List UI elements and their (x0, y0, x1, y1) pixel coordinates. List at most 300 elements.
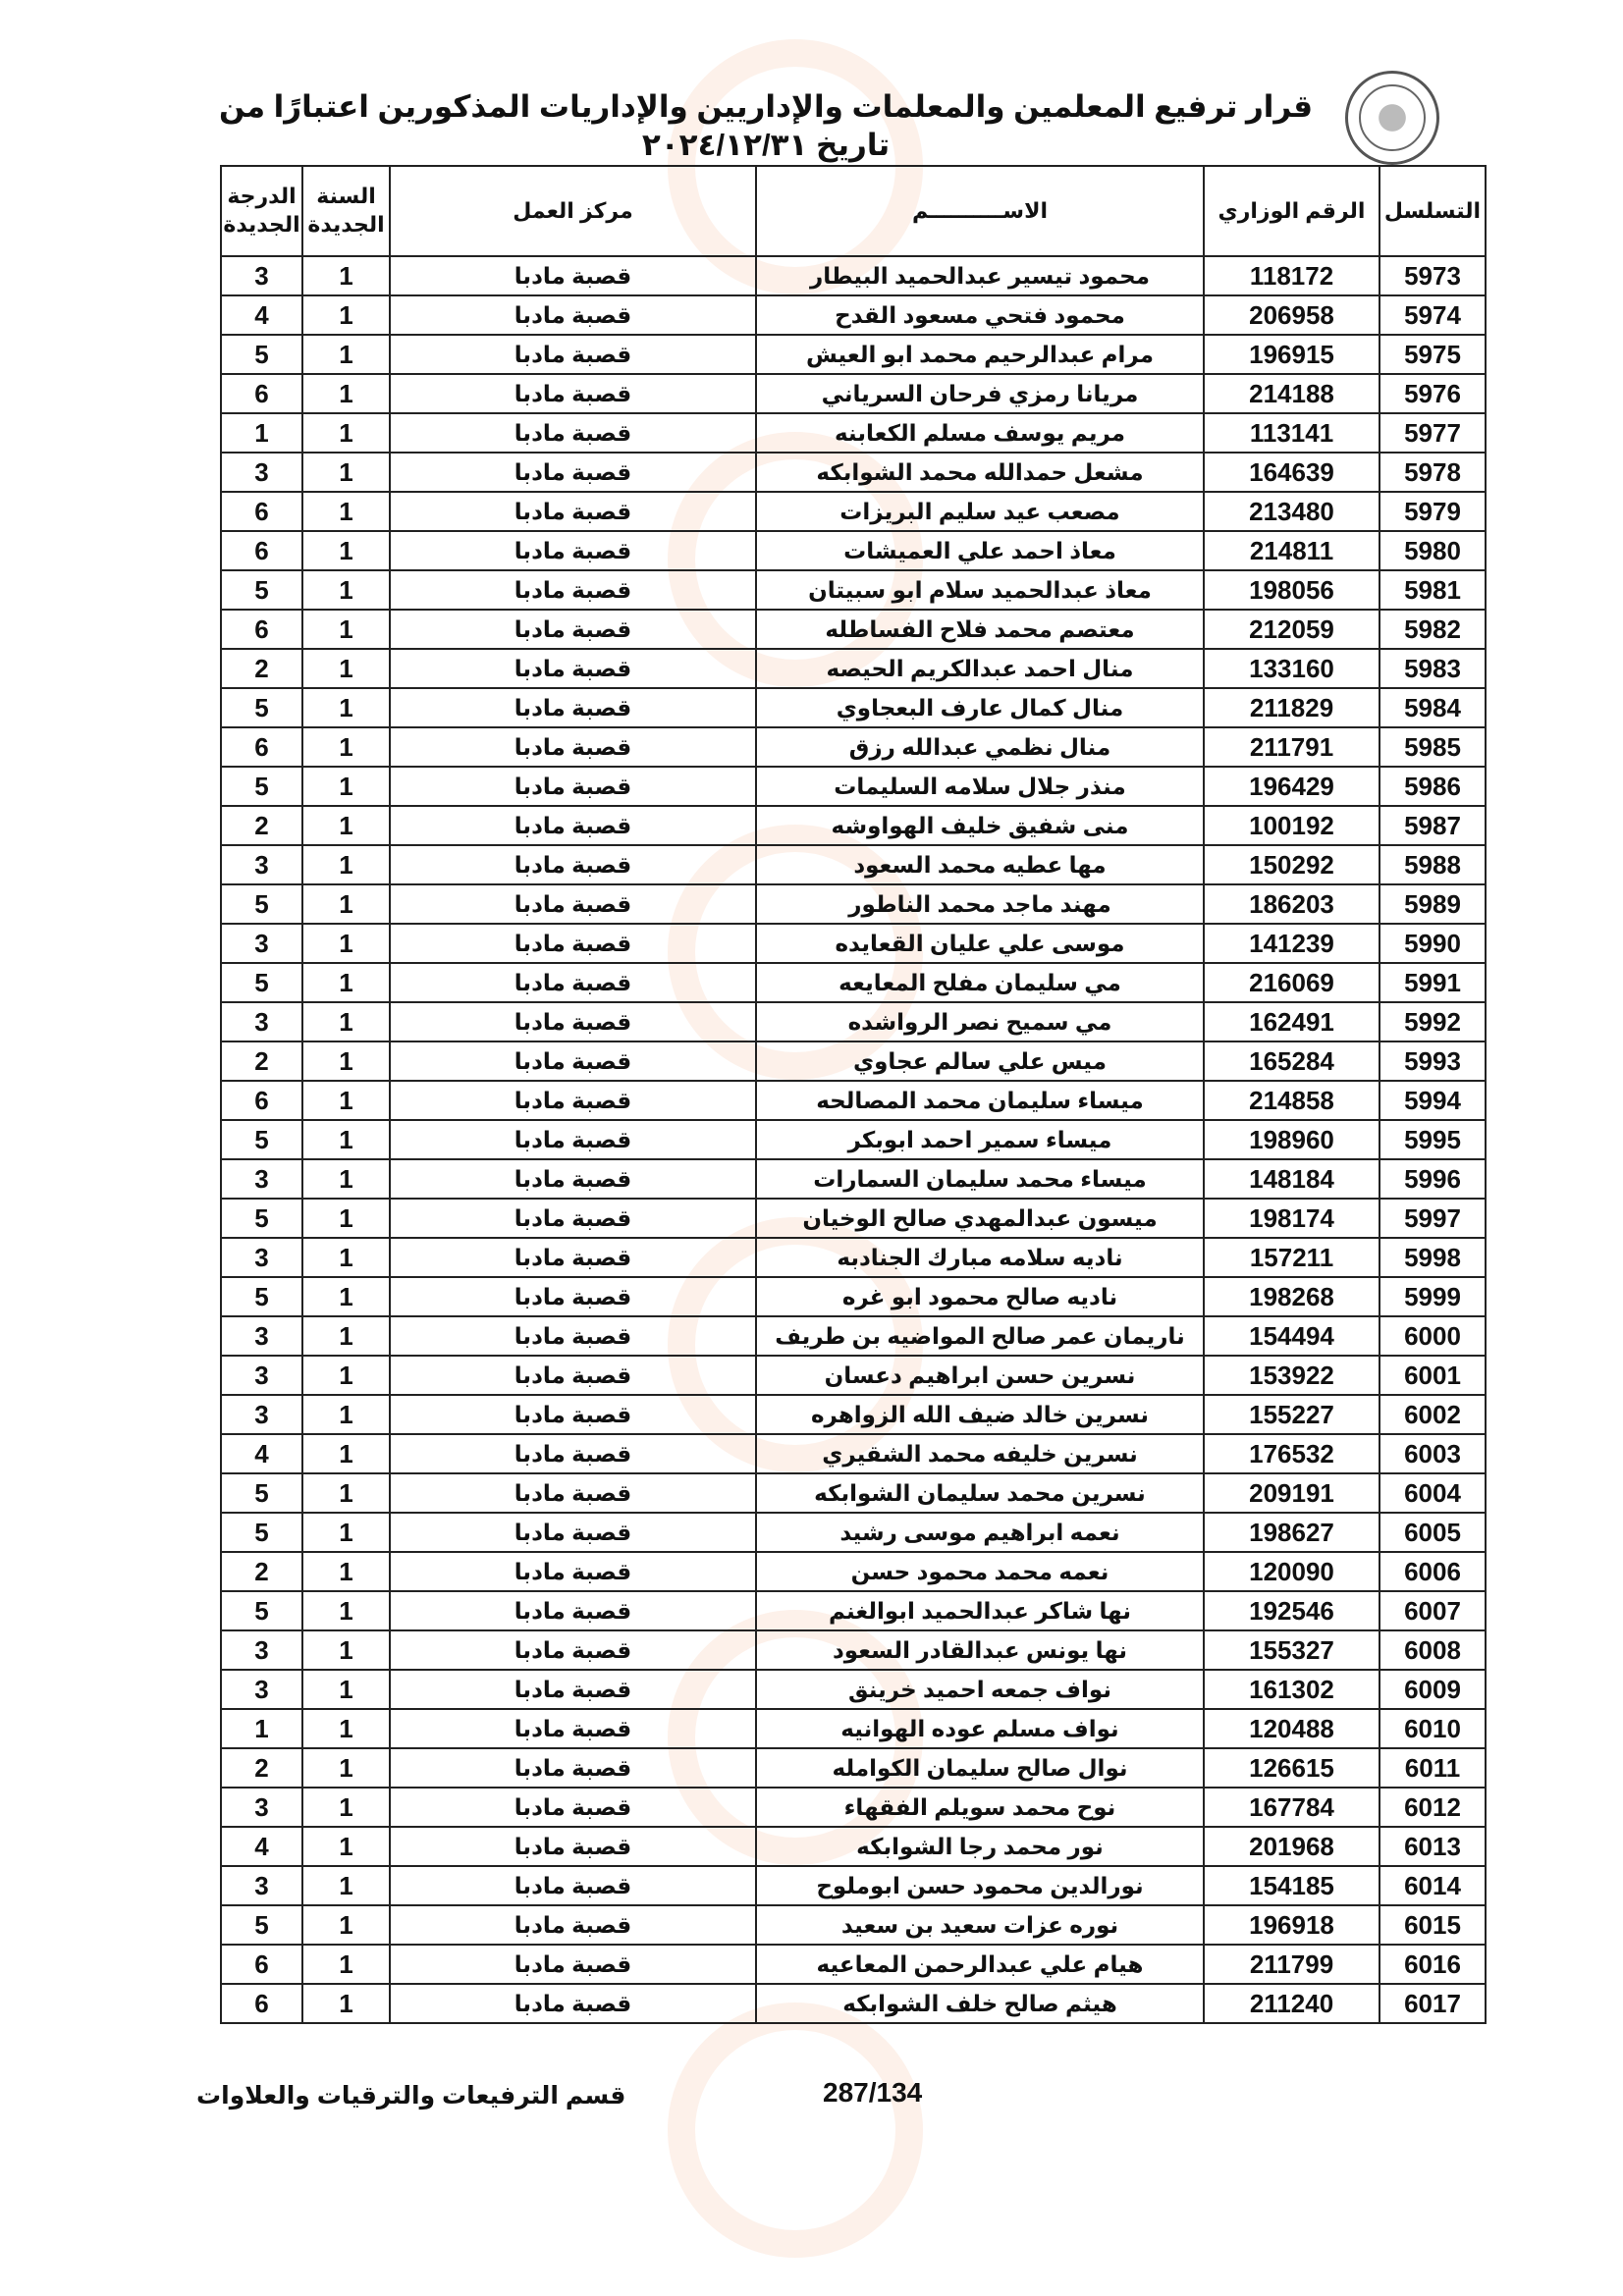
cell-work-center: قصبة مادبا (390, 1827, 756, 1866)
cell-serial: 5986 (1380, 767, 1486, 806)
cell-name: نعمه محمد محمود حسن (756, 1552, 1204, 1591)
cell-work-center: قصبة مادبا (390, 531, 756, 570)
cell-serial: 5981 (1380, 570, 1486, 610)
cell-ministry-number: 209191 (1204, 1473, 1380, 1513)
cell-name: نسرين حسن ابراهيم دعسان (756, 1356, 1204, 1395)
cell-ministry-number: 198627 (1204, 1513, 1380, 1552)
cell-name: هيام علي عبدالرحمن المعاعيه (756, 1945, 1204, 1984)
cell-new-grade: 4 (221, 295, 302, 335)
cell-ministry-number: 148184 (1204, 1159, 1380, 1199)
table-row (221, 1748, 1486, 1788)
cell-new-grade: 3 (221, 1866, 302, 1905)
cell-new-year: 1 (302, 767, 390, 806)
cell-ministry-number: 153922 (1204, 1356, 1380, 1395)
cell-new-year: 1 (302, 1552, 390, 1591)
cell-work-center: قصبة مادبا (390, 1866, 756, 1905)
table-row (221, 924, 1486, 963)
cell-new-grade: 3 (221, 256, 302, 295)
cell-name: منال نظمي عبدالله رزق (756, 727, 1204, 767)
cell-work-center: قصبة مادبا (390, 1513, 756, 1552)
cell-name: نسرين محمد سليمان الشوابكه (756, 1473, 1204, 1513)
cell-ministry-number: 176532 (1204, 1434, 1380, 1473)
cell-serial: 5997 (1380, 1199, 1486, 1238)
cell-new-year: 1 (302, 1277, 390, 1316)
cell-serial: 5974 (1380, 295, 1486, 335)
cell-ministry-number: 167784 (1204, 1788, 1380, 1827)
cell-new-grade: 6 (221, 1945, 302, 1984)
cell-work-center: قصبة مادبا (390, 1591, 756, 1630)
cell-new-grade: 4 (221, 1434, 302, 1473)
cell-serial: 5978 (1380, 453, 1486, 492)
cell-ministry-number: 214188 (1204, 374, 1380, 413)
cell-new-grade: 3 (221, 1356, 302, 1395)
cell-new-year: 1 (302, 335, 390, 374)
table-row (221, 1002, 1486, 1041)
cell-name: نواف جمعه احميد خرينق (756, 1670, 1204, 1709)
cell-ministry-number: 157211 (1204, 1238, 1380, 1277)
cell-ministry-number: 196918 (1204, 1905, 1380, 1945)
cell-new-grade: 3 (221, 1395, 302, 1434)
cell-new-year: 1 (302, 1316, 390, 1356)
table-row (221, 1905, 1486, 1945)
cell-new-grade: 2 (221, 1552, 302, 1591)
cell-work-center: قصبة مادبا (390, 492, 756, 531)
cell-new-year: 1 (302, 1473, 390, 1513)
cell-name: محمود تيسير عبدالحميد البيطار (756, 256, 1204, 295)
cell-ministry-number: 165284 (1204, 1041, 1380, 1081)
cell-new-grade: 3 (221, 1238, 302, 1277)
cell-name: نسرين خالد ضيف الله الزواهره (756, 1395, 1204, 1434)
cell-name: منى شفيق خليف الهواوشه (756, 806, 1204, 845)
table-row (221, 610, 1486, 649)
cell-work-center: قصبة مادبا (390, 1434, 756, 1473)
cell-name: نور محمد رجا الشوابكه (756, 1827, 1204, 1866)
table-row (221, 413, 1486, 453)
cell-work-center: قصبة مادبا (390, 1159, 756, 1199)
table-row (221, 1552, 1486, 1591)
cell-name: معاذ عبدالحميد سلام ابو سبيتان (756, 570, 1204, 610)
table-row (221, 1159, 1486, 1199)
cell-serial: 5998 (1380, 1238, 1486, 1277)
cell-new-year: 1 (302, 1748, 390, 1788)
table-header-row (221, 166, 1486, 256)
cell-new-year: 1 (302, 884, 390, 924)
cell-name: مي سليمان مفلح المعايعه (756, 963, 1204, 1002)
cell-serial: 6011 (1380, 1748, 1486, 1788)
cell-work-center: قصبة مادبا (390, 1395, 756, 1434)
cell-name: موسى علي عليان القعايده (756, 924, 1204, 963)
cell-work-center: قصبة مادبا (390, 688, 756, 727)
cell-serial: 6006 (1380, 1552, 1486, 1591)
cell-ministry-number: 211829 (1204, 688, 1380, 727)
cell-ministry-number: 155327 (1204, 1630, 1380, 1670)
cell-serial: 6005 (1380, 1513, 1486, 1552)
header-new-year: السنة الجديدة (302, 166, 390, 256)
cell-serial: 6014 (1380, 1866, 1486, 1905)
cell-name: مي سميح نصر الرواشده (756, 1002, 1204, 1041)
cell-name: معاذ احمد علي العميشات (756, 531, 1204, 570)
cell-name: نسرين خليفه محمد الشقيري (756, 1434, 1204, 1473)
cell-ministry-number: 100192 (1204, 806, 1380, 845)
cell-new-year: 1 (302, 453, 390, 492)
header-work-center: مركز العمل (390, 166, 756, 256)
cell-serial: 5988 (1380, 845, 1486, 884)
table-row (221, 492, 1486, 531)
table-row (221, 1827, 1486, 1866)
cell-new-year: 1 (302, 1356, 390, 1395)
cell-name: محمود فتحي مسعود القدح (756, 295, 1204, 335)
cell-name: نها يونس عبدالقادر السعود (756, 1630, 1204, 1670)
cell-new-grade: 3 (221, 1002, 302, 1041)
cell-new-year: 1 (302, 806, 390, 845)
table-row (221, 374, 1486, 413)
cell-work-center: قصبة مادبا (390, 767, 756, 806)
table-row (221, 1356, 1486, 1395)
table-row (221, 963, 1486, 1002)
cell-work-center: قصبة مادبا (390, 256, 756, 295)
cell-serial: 5991 (1380, 963, 1486, 1002)
table-row (221, 1630, 1486, 1670)
department-name: قسم الترفيعات والترقيات والعلاوات (196, 2082, 626, 2109)
cell-new-grade: 5 (221, 688, 302, 727)
cell-work-center: قصبة مادبا (390, 1945, 756, 1984)
cell-name: منال كمال عارف البعجاوي (756, 688, 1204, 727)
cell-new-year: 1 (302, 1395, 390, 1434)
cell-serial: 5993 (1380, 1041, 1486, 1081)
cell-new-year: 1 (302, 1866, 390, 1905)
table-row (221, 1081, 1486, 1120)
table-row (221, 453, 1486, 492)
cell-serial: 5983 (1380, 649, 1486, 688)
cell-new-year: 1 (302, 531, 390, 570)
table-row (221, 1984, 1486, 2023)
cell-work-center: قصبة مادبا (390, 924, 756, 963)
cell-serial: 5977 (1380, 413, 1486, 453)
cell-name: مريم يوسف مسلم الكعابنه (756, 413, 1204, 453)
cell-name: مرام عبدالرحيم محمد ابو العيش (756, 335, 1204, 374)
cell-serial: 5982 (1380, 610, 1486, 649)
cell-name: نوره عزات سعيد بن سعيد (756, 1905, 1204, 1945)
cell-serial: 5980 (1380, 531, 1486, 570)
cell-new-grade: 2 (221, 806, 302, 845)
cell-name: نورالدين محمود حسن ابوملوح (756, 1866, 1204, 1905)
cell-new-year: 1 (302, 1081, 390, 1120)
cell-ministry-number: 212059 (1204, 610, 1380, 649)
cell-serial: 6007 (1380, 1591, 1486, 1630)
cell-new-grade: 3 (221, 1630, 302, 1670)
cell-name: ميسون عبدالمهدي صالح الوخيان (756, 1199, 1204, 1238)
cell-ministry-number: 113141 (1204, 413, 1380, 453)
table-row (221, 727, 1486, 767)
cell-ministry-number: 120488 (1204, 1709, 1380, 1748)
cell-serial: 6016 (1380, 1945, 1486, 1984)
cell-ministry-number: 154494 (1204, 1316, 1380, 1356)
cell-new-year: 1 (302, 649, 390, 688)
cell-work-center: قصبة مادبا (390, 884, 756, 924)
cell-new-year: 1 (302, 295, 390, 335)
table-row (221, 1945, 1486, 1984)
cell-work-center: قصبة مادبا (390, 1905, 756, 1945)
table-row (221, 1120, 1486, 1159)
cell-ministry-number: 198056 (1204, 570, 1380, 610)
cell-new-year: 1 (302, 1788, 390, 1827)
cell-name: نها شاكر عبدالحميد ابوالغنم (756, 1591, 1204, 1630)
cell-serial: 6015 (1380, 1905, 1486, 1945)
cell-ministry-number: 211791 (1204, 727, 1380, 767)
table-row (221, 1513, 1486, 1552)
cell-new-year: 1 (302, 845, 390, 884)
cell-new-grade: 6 (221, 1984, 302, 2023)
cell-new-grade: 3 (221, 453, 302, 492)
cell-new-grade: 5 (221, 963, 302, 1002)
cell-serial: 6008 (1380, 1630, 1486, 1670)
table-row (221, 1434, 1486, 1473)
cell-ministry-number: 186203 (1204, 884, 1380, 924)
cell-ministry-number: 196429 (1204, 767, 1380, 806)
cell-new-grade: 3 (221, 1670, 302, 1709)
cell-ministry-number: 120090 (1204, 1552, 1380, 1591)
cell-new-year: 1 (302, 1905, 390, 1945)
cell-serial: 6013 (1380, 1827, 1486, 1866)
cell-new-year: 1 (302, 1120, 390, 1159)
cell-ministry-number: 161302 (1204, 1670, 1380, 1709)
cell-new-year: 1 (302, 570, 390, 610)
cell-new-grade: 4 (221, 1827, 302, 1866)
cell-work-center: قصبة مادبا (390, 1316, 756, 1356)
cell-serial: 5987 (1380, 806, 1486, 845)
cell-new-year: 1 (302, 1827, 390, 1866)
cell-serial: 6003 (1380, 1434, 1486, 1473)
cell-serial: 6012 (1380, 1788, 1486, 1827)
watermark-clock (668, 2002, 923, 2258)
cell-new-grade: 5 (221, 1905, 302, 1945)
cell-new-grade: 6 (221, 531, 302, 570)
table-row (221, 256, 1486, 295)
cell-serial: 6004 (1380, 1473, 1486, 1513)
cell-serial: 5976 (1380, 374, 1486, 413)
cell-ministry-number: 213480 (1204, 492, 1380, 531)
table-row (221, 1277, 1486, 1316)
table-row (221, 845, 1486, 884)
cell-new-grade: 3 (221, 1316, 302, 1356)
cell-work-center: قصبة مادبا (390, 1277, 756, 1316)
cell-work-center: قصبة مادبا (390, 1748, 756, 1788)
cell-new-year: 1 (302, 1199, 390, 1238)
cell-work-center: قصبة مادبا (390, 649, 756, 688)
cell-name: مهند ماجد محمد الناطور (756, 884, 1204, 924)
cell-new-year: 1 (302, 1709, 390, 1748)
promotions-table (220, 165, 1487, 2024)
cell-new-year: 1 (302, 413, 390, 453)
table-row (221, 1041, 1486, 1081)
cell-new-grade: 2 (221, 1748, 302, 1788)
cell-serial: 6002 (1380, 1395, 1486, 1434)
cell-work-center: قصبة مادبا (390, 453, 756, 492)
cell-ministry-number: 214858 (1204, 1081, 1380, 1120)
table-row (221, 1238, 1486, 1277)
cell-work-center: قصبة مادبا (390, 1238, 756, 1277)
table-row (221, 335, 1486, 374)
cell-name: نوال صالح سليمان الكوامله (756, 1748, 1204, 1788)
cell-serial: 6009 (1380, 1670, 1486, 1709)
cell-serial: 5973 (1380, 256, 1486, 295)
cell-serial: 5992 (1380, 1002, 1486, 1041)
cell-name: ميس علي سالم عجاوي (756, 1041, 1204, 1081)
cell-new-year: 1 (302, 1591, 390, 1630)
cell-ministry-number: 133160 (1204, 649, 1380, 688)
cell-ministry-number: 211799 (1204, 1945, 1380, 1984)
cell-ministry-number: 198174 (1204, 1199, 1380, 1238)
cell-work-center: قصبة مادبا (390, 570, 756, 610)
cell-name: نعمه ابراهيم موسى رشيد (756, 1513, 1204, 1552)
cell-name: منال احمد عبدالكريم الحيصه (756, 649, 1204, 688)
cell-new-grade: 6 (221, 374, 302, 413)
cell-name: ميساء سمير احمد ابوبكر (756, 1120, 1204, 1159)
cell-work-center: قصبة مادبا (390, 1630, 756, 1670)
cell-ministry-number: 155227 (1204, 1395, 1380, 1434)
cell-new-grade: 5 (221, 1120, 302, 1159)
cell-name: مها عطيه محمد السعود (756, 845, 1204, 884)
cell-serial: 5990 (1380, 924, 1486, 963)
cell-ministry-number: 154185 (1204, 1866, 1380, 1905)
cell-ministry-number: 118172 (1204, 256, 1380, 295)
table-row (221, 1709, 1486, 1748)
cell-new-year: 1 (302, 1159, 390, 1199)
cell-new-year: 1 (302, 256, 390, 295)
cell-new-grade: 5 (221, 1473, 302, 1513)
cell-ministry-number: 216069 (1204, 963, 1380, 1002)
cell-ministry-number: 126615 (1204, 1748, 1380, 1788)
cell-name: ناريمان عمر صالح المواضيه بن طريف (756, 1316, 1204, 1356)
cell-serial: 5995 (1380, 1120, 1486, 1159)
cell-work-center: قصبة مادبا (390, 374, 756, 413)
header-new-grade: الدرجة الجديدة (221, 166, 302, 256)
cell-ministry-number: 141239 (1204, 924, 1380, 963)
cell-ministry-number: 196915 (1204, 335, 1380, 374)
cell-new-year: 1 (302, 492, 390, 531)
cell-serial: 5984 (1380, 688, 1486, 727)
cell-work-center: قصبة مادبا (390, 806, 756, 845)
cell-new-grade: 3 (221, 845, 302, 884)
table-row (221, 1591, 1486, 1630)
cell-work-center: قصبة مادبا (390, 727, 756, 767)
cell-new-year: 1 (302, 1984, 390, 2023)
table-row (221, 1316, 1486, 1356)
page-number: 287/134 (823, 2077, 923, 2108)
cell-ministry-number: 211240 (1204, 1984, 1380, 2023)
cell-new-grade: 5 (221, 1591, 302, 1630)
cell-new-grade: 5 (221, 335, 302, 374)
cell-ministry-number: 198960 (1204, 1120, 1380, 1159)
cell-serial: 5996 (1380, 1159, 1486, 1199)
cell-work-center: قصبة مادبا (390, 1081, 756, 1120)
cell-ministry-number: 201968 (1204, 1827, 1380, 1866)
cell-work-center: قصبة مادبا (390, 1041, 756, 1081)
cell-new-year: 1 (302, 727, 390, 767)
cell-name: ناديه سلامه مبارك الجنادبه (756, 1238, 1204, 1277)
cell-work-center: قصبة مادبا (390, 845, 756, 884)
cell-work-center: قصبة مادبا (390, 1670, 756, 1709)
table-row (221, 570, 1486, 610)
table-row (221, 884, 1486, 924)
cell-ministry-number: 198268 (1204, 1277, 1380, 1316)
cell-serial: 6010 (1380, 1709, 1486, 1748)
cell-serial: 6017 (1380, 1984, 1486, 2023)
cell-new-grade: 3 (221, 924, 302, 963)
cell-name: معتصم محمد فلاح الفساطله (756, 610, 1204, 649)
cell-new-grade: 3 (221, 1788, 302, 1827)
table-row (221, 1395, 1486, 1434)
cell-ministry-number: 214811 (1204, 531, 1380, 570)
cell-name: مصعب عيد سليم البريزات (756, 492, 1204, 531)
cell-name: نواف مسلم عوده الهوانيه (756, 1709, 1204, 1748)
table-row (221, 1473, 1486, 1513)
cell-serial: 5989 (1380, 884, 1486, 924)
table-row (221, 806, 1486, 845)
cell-new-year: 1 (302, 1002, 390, 1041)
table-row (221, 649, 1486, 688)
cell-new-grade: 6 (221, 727, 302, 767)
table-row (221, 688, 1486, 727)
cell-name: هيثم صالح خلف الشوابكه (756, 1984, 1204, 2023)
cell-new-year: 1 (302, 610, 390, 649)
cell-serial: 6001 (1380, 1356, 1486, 1395)
cell-work-center: قصبة مادبا (390, 1552, 756, 1591)
cell-new-grade: 5 (221, 570, 302, 610)
header-ministry-number: الرقم الوزاري (1204, 166, 1380, 256)
cell-new-grade: 5 (221, 1513, 302, 1552)
cell-serial: 5999 (1380, 1277, 1486, 1316)
cell-new-year: 1 (302, 1630, 390, 1670)
cell-new-grade: 1 (221, 1709, 302, 1748)
cell-new-year: 1 (302, 1670, 390, 1709)
cell-name: مريانا رمزي فرحان السرياني (756, 374, 1204, 413)
cell-serial: 5994 (1380, 1081, 1486, 1120)
cell-work-center: قصبة مادبا (390, 413, 756, 453)
cell-work-center: قصبة مادبا (390, 1709, 756, 1748)
cell-new-year: 1 (302, 1945, 390, 1984)
table-row (221, 531, 1486, 570)
cell-new-year: 1 (302, 1041, 390, 1081)
cell-name: منذر جلال سلامه السليمات (756, 767, 1204, 806)
cell-new-grade: 1 (221, 413, 302, 453)
cell-work-center: قصبة مادبا (390, 1120, 756, 1159)
cell-work-center: قصبة مادبا (390, 335, 756, 374)
table-row (221, 1199, 1486, 1238)
ministry-emblem-logo (1345, 71, 1439, 165)
cell-serial: 6000 (1380, 1316, 1486, 1356)
cell-new-grade: 2 (221, 1041, 302, 1081)
cell-name: نوح محمد سويلم الفقهاء (756, 1788, 1204, 1827)
cell-new-year: 1 (302, 374, 390, 413)
cell-work-center: قصبة مادبا (390, 1984, 756, 2023)
cell-new-grade: 6 (221, 610, 302, 649)
cell-work-center: قصبة مادبا (390, 610, 756, 649)
cell-new-grade: 2 (221, 649, 302, 688)
cell-name: ناديه صالح محمود ابو غره (756, 1277, 1204, 1316)
cell-serial: 5975 (1380, 335, 1486, 374)
cell-serial: 5979 (1380, 492, 1486, 531)
cell-ministry-number: 206958 (1204, 295, 1380, 335)
cell-work-center: قصبة مادبا (390, 1473, 756, 1513)
cell-new-grade: 5 (221, 767, 302, 806)
cell-name: ميساء محمد سليمان السمارات (756, 1159, 1204, 1199)
cell-work-center: قصبة مادبا (390, 963, 756, 1002)
cell-ministry-number: 192546 (1204, 1591, 1380, 1630)
cell-ministry-number: 162491 (1204, 1002, 1380, 1041)
cell-new-year: 1 (302, 688, 390, 727)
cell-work-center: قصبة مادبا (390, 1356, 756, 1395)
